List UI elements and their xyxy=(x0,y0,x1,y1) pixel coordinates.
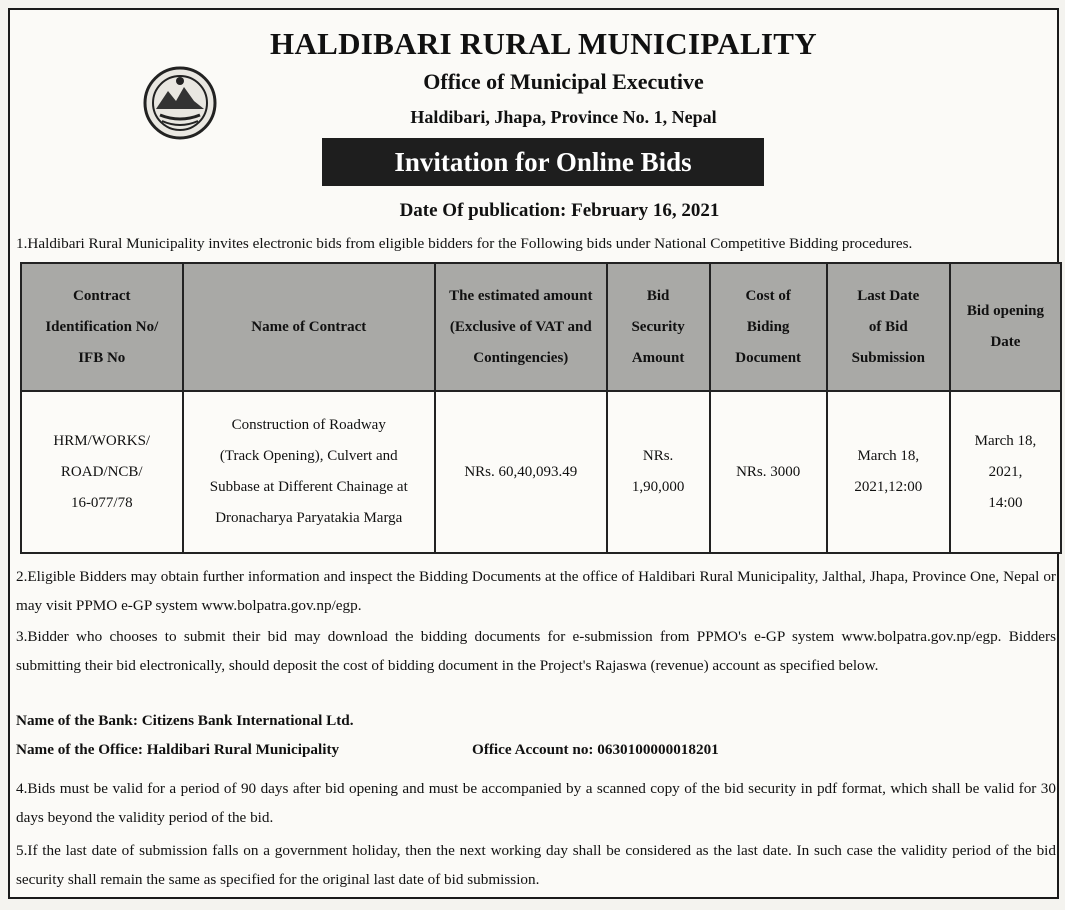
notice-frame xyxy=(8,8,1059,899)
paragraph-3: 3.Bidder who chooses to submit their bid may download the bidding documents for e-submission from PPMO's e-GP system www.bolpatra.gov.np/egp. Bidders submitting their bid electronically, should deposit the cost of bidding document in the Project's Rajaswa (revenue) account as specified below. xyxy=(16,628,1056,674)
cell-line: 1,90,000 xyxy=(631,479,685,495)
header-line: Security xyxy=(631,318,685,335)
office-title: Office of Municipal Executive xyxy=(423,69,704,94)
header-line: Name of Contract xyxy=(251,318,367,335)
header-line: of Bid xyxy=(868,318,908,335)
cell-document-cost xyxy=(710,391,827,553)
cell-line: NRs. xyxy=(642,448,674,464)
header-line: Identification No/ xyxy=(45,318,159,335)
org-name: HALDIBARI RURAL MUNICIPALITY xyxy=(270,26,817,61)
cell-line: 2021, xyxy=(988,463,1023,480)
cell-line: Dronacharya Paryatakia Marga xyxy=(215,510,403,526)
publication-date: Date Of publication: February 16, 2021 xyxy=(399,200,720,221)
cell-estimated-amount xyxy=(435,391,607,553)
cell-line: 2021,12:00 xyxy=(854,479,923,495)
cell-line: HRM/WORKS/ xyxy=(53,432,151,449)
header-line: Date xyxy=(990,334,1021,350)
address: Haldibari, Jhapa, Province No. 1, Nepal xyxy=(410,107,717,127)
cell-last-date xyxy=(827,391,950,553)
cell-line: Subbase at Different Chainage at xyxy=(209,479,408,495)
cell-contract-name xyxy=(183,391,435,553)
header-line: Bid xyxy=(646,287,670,304)
cell-opening-date xyxy=(950,391,1061,553)
cell-line: 16-077/78 xyxy=(70,494,133,511)
header-line: The estimated amount xyxy=(449,287,593,304)
header-line: Contract xyxy=(73,287,131,304)
header-line: Document xyxy=(735,349,802,366)
header-line: IFB No xyxy=(78,349,126,366)
paragraph-5: 5.If the last date of submission falls on a government holiday, then the next working day shall be considered as the last date. In such case the validity period of the bid security shall remain the same as specified for the original last date of bid submission. xyxy=(16,842,1056,888)
cell-bid-security xyxy=(607,391,710,553)
col-header-bid-security xyxy=(607,263,710,391)
header-line: Submission xyxy=(851,349,925,366)
header-line: Bid opening xyxy=(966,303,1044,319)
cell-line: NRs. 60,40,093.49 xyxy=(464,463,578,480)
header-line: (Exclusive of VAT and xyxy=(449,318,592,335)
header-line: Last Date xyxy=(857,287,920,304)
col-header-contract-id xyxy=(21,263,183,391)
cell-line: March 18, xyxy=(974,432,1037,449)
bank-name: Name of the Bank: Citizens Bank International Ltd. xyxy=(16,712,354,729)
header-line: Biding xyxy=(746,318,790,335)
table-header-row xyxy=(21,263,1061,391)
office-name: Name of the Office: Haldibari Rural Municipality xyxy=(16,741,340,758)
cell-line: ROAD/NCB/ xyxy=(60,463,143,480)
header-line: Contingencies) xyxy=(473,349,569,366)
cell-line: (Track Opening), Culvert and xyxy=(219,448,398,464)
bids-table xyxy=(20,262,1062,554)
paragraph-2: 2.Eligible Bidders may obtain further information and inspect the Bidding Documents at the office of Haldibari Rural Municipality, Jalthal, Jhapa, Province One, Nepal or may visit PPMO e-GP system www.bolpatra.gov.np/egp. xyxy=(16,568,1056,614)
cell-line: Construction of Roadway xyxy=(231,417,386,433)
paragraph-4: 4.Bids must be valid for a period of 90 days after bid opening and must be accompanied by a scanned copy of the bid security in pdf format, which shall be valid for 30 days beyond the validity period of the bid. xyxy=(16,780,1056,826)
col-header-contract-name xyxy=(183,263,435,391)
cell-contract-id xyxy=(21,391,183,553)
cell-line: March 18, xyxy=(857,448,920,464)
cell-line: 14:00 xyxy=(988,494,1023,511)
table-row xyxy=(21,391,1061,553)
col-header-opening-date xyxy=(950,263,1061,391)
col-header-estimated-amount xyxy=(435,263,607,391)
col-header-last-date xyxy=(827,263,950,391)
account-number: Office Account no: 0630100000018201 xyxy=(472,741,719,758)
intro-paragraph: 1.Haldibari Rural Municipality invites electronic bids from eligible bidders for the Following bids under National Competitive Bidding procedures. xyxy=(16,235,913,252)
col-header-document-cost xyxy=(710,263,827,391)
header-line: Amount xyxy=(631,349,685,366)
cell-line: NRs. 3000 xyxy=(736,463,801,480)
notice-banner: Invitation for Online Bids xyxy=(322,138,764,186)
header-line: Cost of xyxy=(745,287,791,304)
